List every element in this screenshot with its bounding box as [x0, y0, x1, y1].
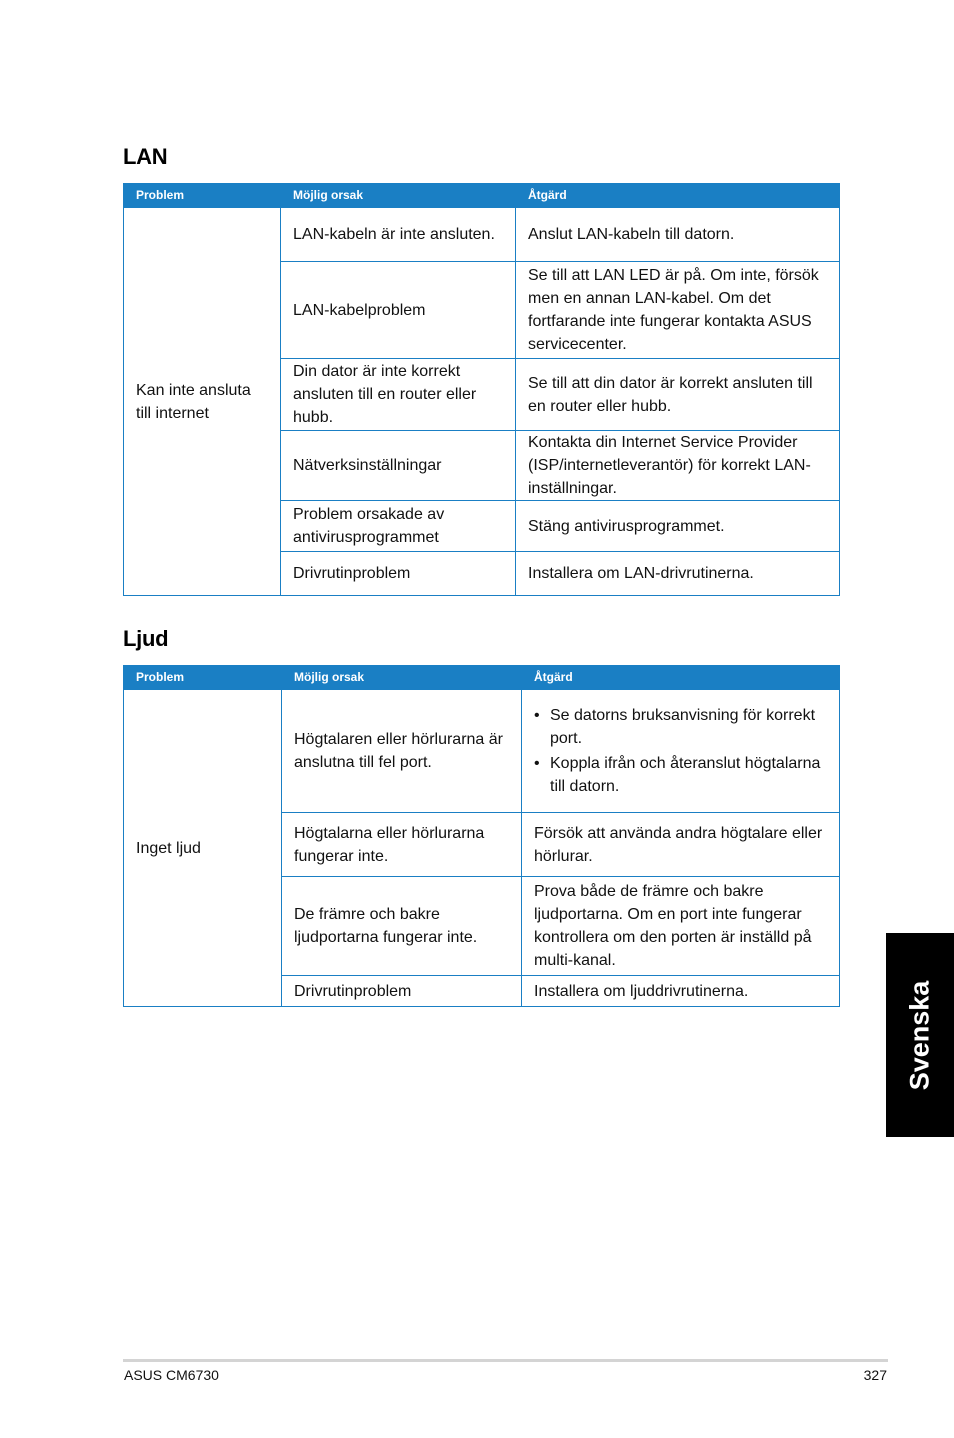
- table-header-row: [124, 184, 840, 208]
- cause-cell: Högtalaren eller hörlurarna är anslutna till fel port.: [282, 690, 522, 813]
- action-cell: Stäng antivirusprogrammet.: [516, 501, 840, 552]
- table-row: [124, 208, 840, 262]
- action-cell: Försök att använda andra högtalare eller hörlurar.: [522, 813, 840, 877]
- cause-cell: LAN-kabelproblem: [281, 262, 516, 359]
- action-cell: Prova både de främre och bakre ljudportarna. Om en port inte fungerar kontrollera om den porten är inställd på multi-kanal.: [522, 877, 840, 976]
- header-action: Åtgärd: [522, 666, 840, 690]
- header-action: Åtgärd: [516, 184, 840, 208]
- action-bullet-list: [534, 704, 827, 798]
- table-row: [124, 690, 840, 813]
- bullet-icon: •: [534, 755, 540, 772]
- lan-section-title: LAN: [123, 144, 168, 169]
- footer-divider: [123, 1359, 888, 1362]
- action-cell: Kontakta din Internet Service Provider (ISP/internetleverantör) för korrekt LAN-inställningar.: [516, 431, 840, 501]
- bullet-text: Koppla ifrån och återanslut högtalarna till datorn.: [550, 755, 821, 795]
- language-side-tab: [886, 933, 954, 1137]
- table-header-row: [124, 666, 840, 690]
- problem-cell: Kan inte ansluta till internet: [124, 208, 281, 596]
- cause-cell: Högtalarna eller hörlurarna fungerar inte.: [282, 813, 522, 877]
- cause-cell: LAN-kabeln är inte ansluten.: [281, 208, 516, 262]
- cause-cell: Nätverksinställningar: [281, 431, 516, 501]
- header-problem: Problem: [124, 666, 282, 690]
- cause-cell: Drivrutinproblem: [282, 976, 522, 1007]
- ljud-section-title: Ljud: [123, 626, 169, 651]
- list-item: [534, 704, 827, 750]
- ljud-troubleshooting-table: [123, 665, 840, 1007]
- cause-cell: De främre och bakre ljudportarna fungerar inte.: [282, 877, 522, 976]
- header-cause: Möjlig orsak: [281, 184, 516, 208]
- page-number: 327: [863, 1367, 887, 1383]
- cause-cell: Problem orsakade av antivirusprogrammet: [281, 501, 516, 552]
- list-item: [534, 752, 827, 798]
- action-cell: Anslut LAN-kabeln till datorn.: [516, 208, 840, 262]
- action-cell: [522, 690, 840, 813]
- bullet-icon: •: [534, 707, 540, 724]
- header-cause: Möjlig orsak: [282, 666, 522, 690]
- cause-cell: Din dator är inte korrekt ansluten till en router eller hubb.: [281, 359, 516, 431]
- action-cell: Installera om LAN-drivrutinerna.: [516, 552, 840, 596]
- cause-cell: Drivrutinproblem: [281, 552, 516, 596]
- action-cell: Installera om ljuddrivrutinerna.: [522, 976, 840, 1007]
- bullet-text: Se datorns bruksanvisning för korrekt port.: [550, 707, 816, 747]
- footer-model: ASUS CM6730: [124, 1367, 219, 1383]
- problem-cell: Inget ljud: [124, 690, 282, 1007]
- action-cell: Se till att din dator är korrekt ansluten till en router eller hubb.: [516, 359, 840, 431]
- header-problem: Problem: [124, 184, 281, 208]
- action-cell: Se till att LAN LED är på. Om inte, försök men en annan LAN-kabel. Om det fortfarande inte fungerar kontakta ASUS servicecenter.: [516, 262, 840, 359]
- lan-troubleshooting-table: [123, 183, 840, 596]
- language-label: Svenska: [904, 980, 935, 1090]
